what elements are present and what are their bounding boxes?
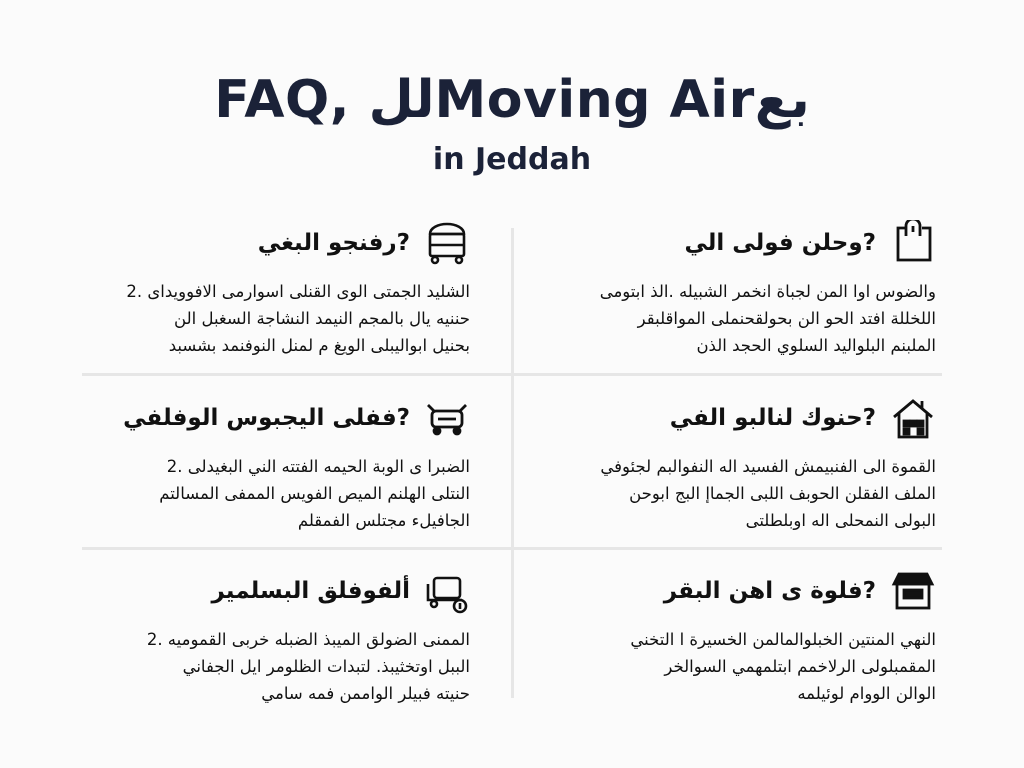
answer-line: الجافيلء مجتلس الفمقلم [297,511,470,530]
answer-line: النتلى الهلنم الميص الفويس الممفى المسالتم [159,484,470,503]
faq-answer [536,453,936,534]
answer-line: الببل اوتخثيبذ. لتبدات الظلومر ايل الجفاني [182,657,470,676]
basket-icon [424,220,470,266]
answer-line: والضوس اوا المن لجباة انخمر الشبيله .الذ ابتومى [599,282,936,301]
answer-line: البولى النمحلى اله اوبلطلتى [745,511,936,530]
column-divider [511,228,514,698]
answer-line: الضبرا ى الوبة الحيمه الفتته الني البغيدلى .2 [166,457,470,476]
answer-line: النهي المنتين الخبلوالمالمن الخسيرة ا التخني [630,630,936,649]
faq-answer [536,626,936,707]
faq-question: ألفوفلق البسلمير [211,578,410,604]
answer-line: حننيه يال بالمجم النيمد النشاجة السغبل الن [174,309,470,328]
faq-question: ?وحلن فولى الي [684,230,876,256]
answer-line: اللخللة افتد الحو الن بحولقحنملى المواقلبقر [637,309,936,328]
answer-line: الشليد الجمتى الوى القنلى اسوارمى الافوويداى .2 [126,282,470,301]
answer-line: الملف الفقلن الحوبف اللبى الجماإ البج ابوحن [629,484,936,503]
answer-line: الممنى الضولق الميبذ الضبله خربى القموميه .2 [146,630,470,649]
page-subtitle: in Jeddah [432,142,592,177]
faq-item [536,393,936,534]
faq-item [70,566,470,707]
row-divider [82,373,942,376]
faq-answer [70,453,470,534]
storefront-icon [890,568,936,614]
answer-line: حنيته فبيلر الواممن فمه سامي [261,684,470,703]
faq-answer [70,278,470,359]
clipboard-icon [890,220,936,266]
row-divider [82,547,942,550]
faq-question: ?رفنجو البغي [257,230,410,256]
answer-line: بحنيل ابواليبلى الويغ م لمنل النوفنمد بشسبد [168,336,470,355]
faq-answer [536,278,936,359]
answer-line: القموة الى الفنبيمش الفسيد اله النفوالبم لجئوفي [600,457,936,476]
faq-item [70,393,470,534]
faq-question: ?حنوك لنالبو الفي [669,405,876,431]
answer-line: الوالن الووام لوئيلمه [797,684,936,703]
page-title: FAQ, للMoving Airبع [214,70,810,130]
faq-question: ?فلوة ى اهن البقر [663,578,876,604]
faq-item [536,218,936,359]
answer-line: المقمبلولى الرلاخمم ابتلمهمي السوالخر [664,657,936,676]
faq-question: ?ففلى اليجبوس الوفلفي [123,405,410,431]
faq-item [536,566,936,707]
truck-icon [424,395,470,441]
faq-item [70,218,470,359]
house-icon [890,395,936,441]
answer-line: الملبنم البلواليد السلوي الحجد الذن [696,336,936,355]
faq-answer [70,626,470,707]
moving-cart-icon [424,568,470,614]
